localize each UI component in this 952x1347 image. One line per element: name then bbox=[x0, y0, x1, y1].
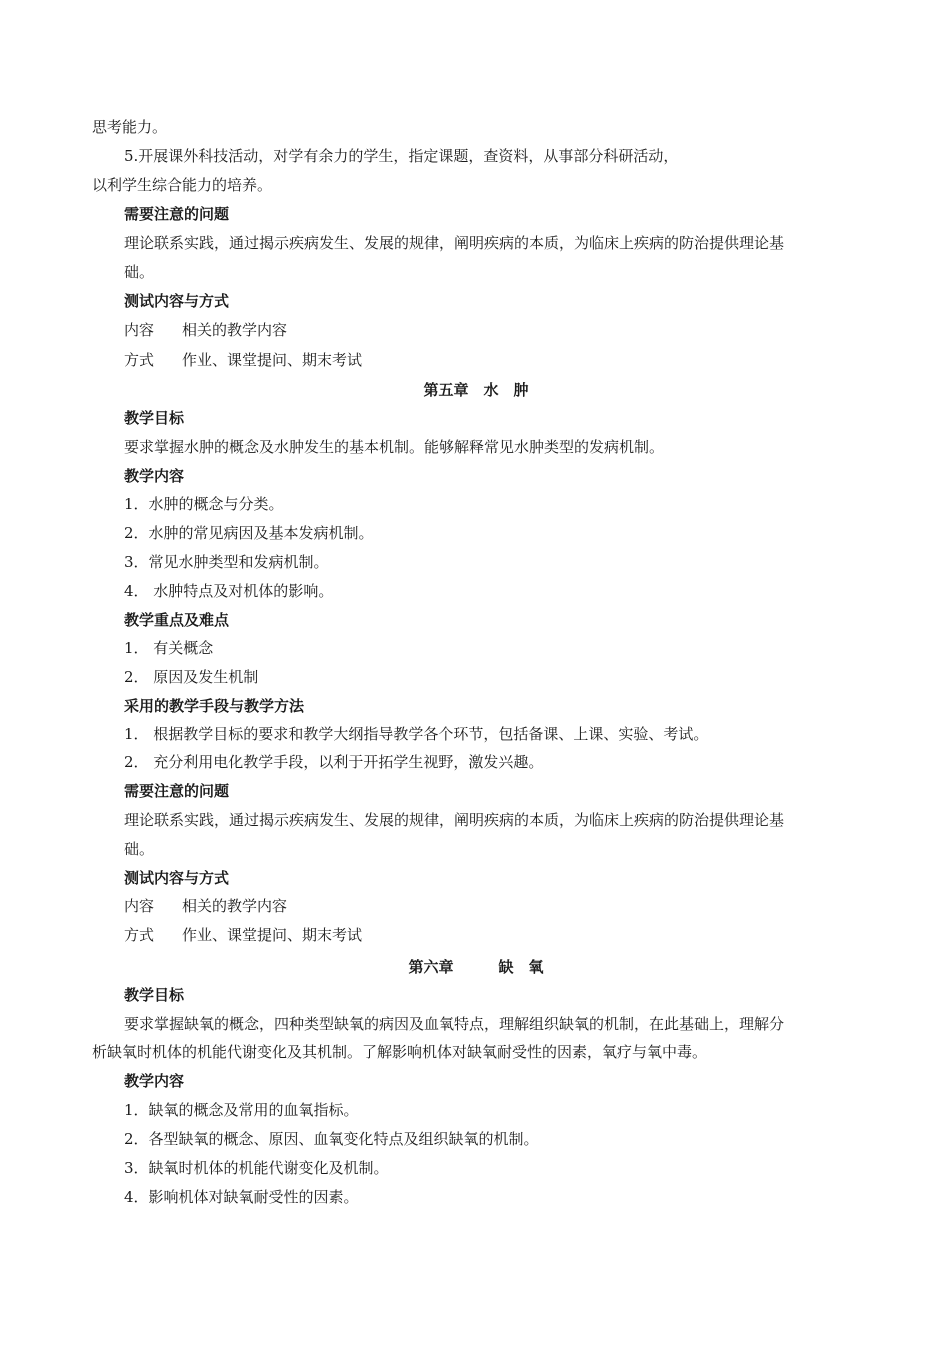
chapter-title: 第六章 缺 氧 bbox=[408, 958, 544, 976]
test-content-row bbox=[124, 896, 287, 916]
section-heading: 教学重点及难点 bbox=[124, 611, 230, 629]
section-heading: 需要注意的问题 bbox=[124, 782, 230, 800]
section-heading: 教学内容 bbox=[124, 1072, 185, 1090]
section-heading: 采用的教学手段与教学方法 bbox=[124, 697, 305, 715]
label: 方式 bbox=[124, 926, 155, 944]
list-item: 2． 原因及发生机制 bbox=[124, 668, 259, 686]
chapter-title: 第五章 水 肿 bbox=[423, 381, 529, 399]
paragraph-continuation: 础。 bbox=[124, 263, 155, 281]
label: 内容 bbox=[124, 897, 155, 915]
section-heading: 教学目标 bbox=[124, 409, 185, 427]
list-item: 2．各型缺氧的概念、原因、血氧变化特点及组织缺氧的机制。 bbox=[124, 1130, 539, 1148]
list-item: 2． 充分利用电化教学手段，以利于开拓学生视野，激发兴趣。 bbox=[124, 753, 544, 771]
value: 作业、课堂提问、期末考试 bbox=[182, 926, 363, 944]
test-method-row bbox=[124, 350, 362, 370]
list-item: 3．缺氧时机体的机能代谢变化及机制。 bbox=[124, 1159, 389, 1177]
section-heading: 教学内容 bbox=[124, 467, 185, 485]
test-method-row bbox=[124, 925, 362, 945]
section-heading: 需要注意的问题 bbox=[124, 205, 230, 223]
list-item: 5.开展课外科技活动，对学有余力的学生，指定课题，查资料，从事部分科研活动， bbox=[124, 147, 679, 165]
paragraph: 理论联系实践，通过揭示疾病发生、发展的规律，阐明疾病的本质，为临床上疾病的防治提供理论基 bbox=[124, 811, 785, 829]
value: 相关的教学内容 bbox=[182, 897, 288, 915]
list-item: 3．常见水肿类型和发病机制。 bbox=[124, 553, 329, 571]
paragraph: 要求掌握水肿的概念及水肿发生的基本机制。能够解释常见水肿类型的发病机制。 bbox=[124, 438, 665, 456]
list-item: 1．缺氧的概念及常用的血氧指标。 bbox=[124, 1101, 359, 1119]
value: 作业、课堂提问、期末考试 bbox=[182, 351, 363, 369]
section-heading: 教学目标 bbox=[124, 986, 185, 1004]
list-item: 4．影响机体对缺氧耐受性的因素。 bbox=[124, 1188, 359, 1206]
label: 内容 bbox=[124, 321, 155, 339]
paragraph-continuation: 析缺氧时机体的机能代谢变化及其机制。了解影响机体对缺氧耐受性的因素，氧疗与氧中毒。 bbox=[92, 1043, 708, 1061]
paragraph-continuation: 础。 bbox=[124, 840, 155, 858]
section-heading: 测试内容与方式 bbox=[124, 292, 230, 310]
value: 相关的教学内容 bbox=[182, 321, 288, 339]
list-item: 4． 水肿特点及对机体的影响。 bbox=[124, 582, 334, 600]
paragraph: 要求掌握缺氧的概念，四种类型缺氧的病因及血氧特点，理解组织缺氧的机制，在此基础上，理解分 bbox=[124, 1015, 785, 1033]
test-content-row bbox=[124, 320, 287, 340]
list-item: 1．水肿的概念与分类。 bbox=[124, 495, 284, 513]
list-item: 2．水肿的常见病因及基本发病机制。 bbox=[124, 524, 374, 542]
list-item-continuation: 以利学生综合能力的培养。 bbox=[92, 176, 273, 194]
label: 方式 bbox=[124, 351, 155, 369]
list-item: 1． 有关概念 bbox=[124, 639, 214, 657]
section-heading: 测试内容与方式 bbox=[124, 869, 230, 887]
paragraph: 理论联系实践，通过揭示疾病发生、发展的规律，阐明疾病的本质，为临床上疾病的防治提供理论基 bbox=[124, 234, 785, 252]
list-item: 1． 根据教学目标的要求和教学大纲指导教学各个环节，包括备课、上课、实验、考试。 bbox=[124, 725, 709, 743]
paragraph-tail: 思考能力。 bbox=[92, 118, 168, 136]
